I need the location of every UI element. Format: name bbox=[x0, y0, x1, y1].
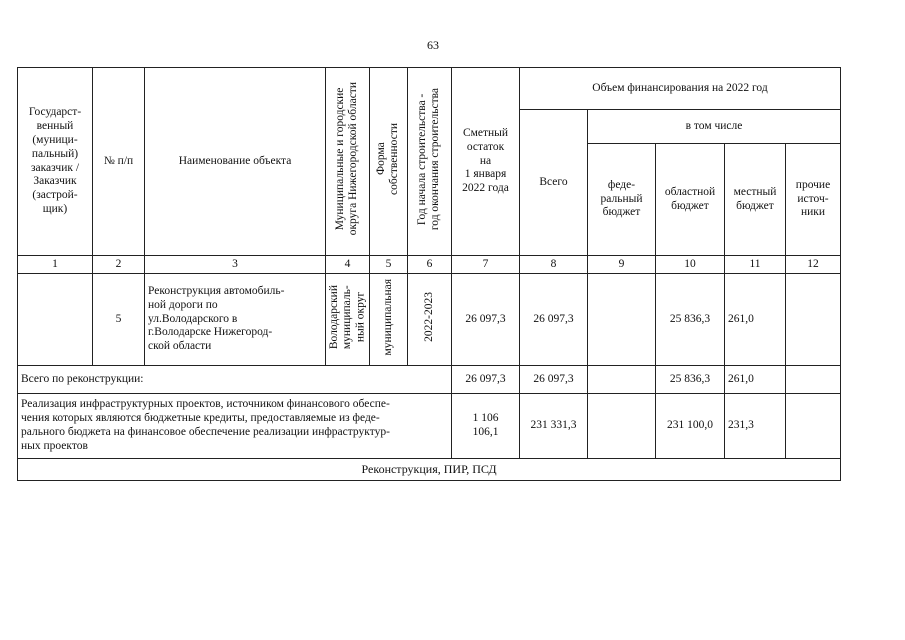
column-number: 7 bbox=[452, 256, 520, 274]
reconstruction-total-local: 261,0 bbox=[725, 366, 786, 394]
column-number: 4 bbox=[326, 256, 370, 274]
header-customer: Государст- венный (муници- пальный) заказчик / Заказчик (застрой- щик) bbox=[18, 68, 93, 256]
header-ownership: Форма собственности bbox=[370, 68, 408, 256]
header-years: Год начала строительства - год окончания строительства bbox=[408, 68, 452, 256]
row-object-name: Реконструкция автомобиль- ной дороги по ул.Володарского в г.Володарске Нижегород- ской области bbox=[145, 274, 326, 366]
row-total: 26 097,3 bbox=[520, 274, 588, 366]
column-number: 12 bbox=[786, 256, 841, 274]
reconstruction-total-row bbox=[18, 366, 841, 394]
page-number: 63 bbox=[427, 38, 439, 52]
header-other: прочие источ- ники bbox=[786, 144, 841, 256]
row-years: 2022-2023 bbox=[408, 274, 452, 366]
reconstruction-total-remaining: 26 097,3 bbox=[452, 366, 520, 394]
column-number: 10 bbox=[656, 256, 725, 274]
row-regional: 25 836,3 bbox=[656, 274, 725, 366]
table-row bbox=[18, 274, 841, 366]
infra-projects-federal bbox=[588, 394, 656, 459]
row-local: 261,0 bbox=[725, 274, 786, 366]
row-other bbox=[786, 274, 841, 366]
header-regional: областной бюджет bbox=[656, 144, 725, 256]
column-number: 5 bbox=[370, 256, 408, 274]
row-num: 5 bbox=[93, 274, 145, 366]
header-object-name: Наименование объекта bbox=[145, 68, 326, 256]
row-municipality: Володарский муниципаль- ный округ bbox=[326, 274, 370, 366]
column-numbers-row bbox=[18, 256, 841, 274]
infra-projects-local: 231,3 bbox=[725, 394, 786, 459]
infra-projects-label: Реализация инфраструктурных проектов, источником финансового обеспе- чения которых являются бюджетные кредиты, предоставляемые из феде- рального бюджета на финансовое обеспечение реализации инфраструктур- ных проектов bbox=[18, 394, 452, 459]
row-ownership: муниципальная bbox=[370, 274, 408, 366]
header-remaining: Сметный остаток на 1 января 2022 года bbox=[452, 68, 520, 256]
reconstruction-total-federal bbox=[588, 366, 656, 394]
header-num: № п/п bbox=[93, 68, 145, 256]
reconstruction-total-total: 26 097,3 bbox=[520, 366, 588, 394]
infra-projects-remaining: 1 106 106,1 bbox=[452, 394, 520, 459]
column-number: 2 bbox=[93, 256, 145, 274]
infra-projects-total: 231 331,3 bbox=[520, 394, 588, 459]
header-federal: феде- ральный бюджет bbox=[588, 144, 656, 256]
reconstruction-total-label: Всего по реконструкции: bbox=[18, 366, 452, 394]
column-number: 8 bbox=[520, 256, 588, 274]
section-title: Реконструкция, ПИР, ПСД bbox=[18, 459, 841, 481]
infra-projects-regional: 231 100,0 bbox=[656, 394, 725, 459]
header-financing-title: Объем финансирования на 2022 год bbox=[520, 68, 841, 110]
row-customer bbox=[18, 274, 93, 366]
reconstruction-total-other bbox=[786, 366, 841, 394]
column-number: 9 bbox=[588, 256, 656, 274]
column-number: 6 bbox=[408, 256, 452, 274]
header-total: Всего bbox=[520, 110, 588, 256]
infra-projects-row bbox=[18, 394, 841, 459]
row-remaining: 26 097,3 bbox=[452, 274, 520, 366]
column-number: 3 bbox=[145, 256, 326, 274]
reconstruction-total-regional: 25 836,3 bbox=[656, 366, 725, 394]
column-number: 1 bbox=[18, 256, 93, 274]
row-federal bbox=[588, 274, 656, 366]
header-municipality: Муниципальные и городские округа Нижегородской области bbox=[326, 68, 370, 256]
section-title-row bbox=[18, 459, 841, 481]
header-row-1 bbox=[18, 68, 841, 110]
header-local: местный бюджет bbox=[725, 144, 786, 256]
financing-table bbox=[17, 67, 841, 481]
infra-projects-other bbox=[786, 394, 841, 459]
column-number: 11 bbox=[725, 256, 786, 274]
header-including: в том числе bbox=[588, 110, 841, 144]
